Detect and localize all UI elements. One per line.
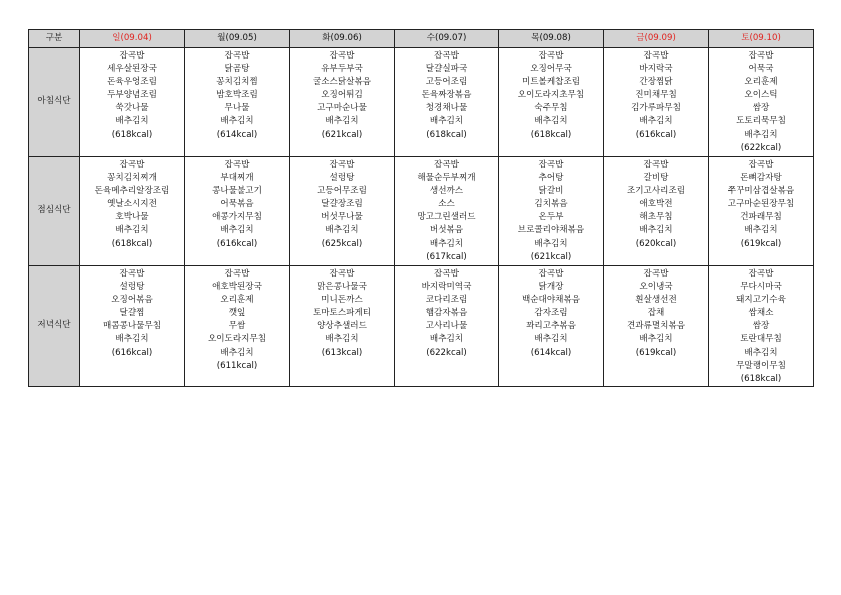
menu-item: 오리훈제	[220, 295, 254, 306]
menu-item: (616kcal)	[216, 238, 258, 249]
menu-item: 쌈채소	[748, 308, 774, 319]
menu-item: 김치볶음	[534, 199, 568, 210]
menu-item: 잡곡밥	[643, 51, 669, 61]
menu-cell-content	[185, 266, 289, 373]
menu-item: 무쌈	[228, 321, 246, 332]
menu-item: (617kcal)	[426, 251, 467, 262]
menu-cell-content	[499, 48, 603, 142]
menu-item: (622kcal)	[426, 347, 467, 358]
menu-item: 도토리묵무침	[736, 116, 786, 127]
menu-item: 애콩가지무침	[212, 212, 262, 223]
menu-item: 배추김치	[220, 116, 254, 127]
menu-item: 콩나물불고기	[212, 186, 262, 197]
menu-item: (618kcal)	[111, 129, 153, 140]
menu-item: 진미채무침	[635, 90, 677, 101]
menu-item: (625kcal)	[321, 238, 363, 249]
day-header-mon: 월(09.05)	[185, 30, 290, 48]
menu-item: 쌈장	[752, 321, 770, 332]
menu-item: 배추김치	[639, 334, 673, 345]
menu-item: 배추김치	[220, 347, 254, 358]
menu-item: (616kcal)	[111, 347, 153, 358]
menu-item: 고구마순나물	[317, 103, 367, 114]
day-header-thu: 목(09.08)	[499, 30, 604, 48]
menu-item: 배추김치	[115, 116, 149, 127]
day-header-wed: 수(09.07)	[395, 30, 499, 48]
menu-cell	[604, 157, 709, 266]
menu-item: 미트볼케찹조림	[521, 77, 581, 88]
menu-item: 잡곡밥	[329, 160, 355, 170]
menu-cell	[604, 48, 709, 157]
meal-label-dinner: 저녁식단	[29, 266, 80, 387]
menu-item: 돼지고기수육	[736, 295, 786, 306]
menu-cell-content	[185, 157, 289, 251]
menu-item: 잡곡밥	[119, 160, 145, 170]
menu-item: 버섯무나물	[321, 212, 363, 223]
menu-item: 오이냉국	[639, 282, 673, 293]
menu-item: 배추김치	[744, 347, 778, 358]
menu-item: 닭개장	[538, 282, 564, 293]
meal-label-lunch: 점심식단	[29, 157, 80, 266]
menu-item: 밤호박조림	[216, 90, 258, 101]
menu-cell	[709, 266, 814, 387]
menu-item: (619kcal)	[635, 347, 677, 358]
menu-cell-content	[80, 48, 184, 142]
menu-item: 배추김치	[325, 334, 359, 345]
menu-item: 바지락미역국	[421, 282, 472, 293]
menu-cell-content	[395, 266, 498, 360]
menu-item: 양상추샐러드	[317, 321, 367, 332]
menu-item: 햄감자볶음	[425, 308, 468, 319]
menu-item: (619kcal)	[740, 238, 782, 249]
menu-item: 백순대야채볶음	[521, 295, 581, 306]
menu-item: 잡곡밥	[434, 269, 459, 279]
menu-item: 해초무침	[639, 212, 673, 223]
menu-cell-content	[185, 48, 289, 142]
menu-item: 오이도라지초무침	[517, 90, 585, 101]
menu-item: 해물순두부찌개	[417, 173, 476, 184]
menu-item: (616kcal)	[635, 129, 677, 140]
menu-cell	[290, 48, 395, 157]
meal-label-breakfast: 아침식단	[29, 48, 80, 157]
header-row	[29, 30, 814, 48]
menu-item: 꽁치김치찜	[216, 77, 258, 88]
menu-item: 어묵볶음	[220, 199, 254, 210]
menu-item: 달걀장조림	[321, 199, 363, 210]
menu-item: 쑥갓나물	[115, 103, 149, 114]
menu-item: (618kcal)	[111, 238, 153, 249]
menu-item: 감자조림	[534, 308, 568, 319]
menu-item: 쭈꾸미삼겹살볶음	[727, 186, 795, 197]
menu-item: (620kcal)	[635, 238, 677, 249]
menu-cell	[499, 157, 604, 266]
menu-item: 배추김치	[115, 225, 149, 236]
menu-item: 잡곡밥	[224, 160, 250, 170]
menu-item: 달걀실파국	[425, 64, 468, 75]
menu-item: 잡곡밥	[224, 51, 250, 61]
meal-row-breakfast	[29, 48, 814, 157]
menu-item: 옛날소시지전	[107, 199, 157, 210]
menu-item: 세우살된장국	[107, 64, 157, 75]
menu-item: 잡곡밥	[643, 269, 669, 279]
menu-item: (618kcal)	[740, 373, 782, 384]
menu-cell	[290, 157, 395, 266]
menu-item: 부대찌개	[220, 173, 254, 184]
menu-cell-content	[290, 266, 394, 360]
menu-cell-content	[80, 157, 184, 251]
menu-item: 배추김치	[429, 334, 464, 345]
menu-item: 두부양념조림	[107, 90, 157, 101]
menu-item: 망고그린샐러드	[417, 212, 476, 223]
menu-item: (621kcal)	[321, 129, 363, 140]
menu-cell	[185, 157, 290, 266]
menu-item: 배추김치	[534, 116, 568, 127]
menu-cell	[499, 48, 604, 157]
menu-item: 김가루파무침	[631, 103, 681, 114]
menu-item: 추어탕	[538, 173, 564, 184]
menu-cell	[290, 266, 395, 387]
day-header-sat: 토(09.10)	[709, 30, 814, 48]
menu-item: 흰살생선전	[635, 295, 677, 306]
menu-item: 견과류멸치볶음	[626, 321, 686, 332]
category-header: 구분	[29, 30, 80, 48]
menu-item: 배추김치	[115, 334, 149, 345]
menu-cell-content	[499, 157, 603, 264]
menu-item: 잡곡밥	[748, 269, 774, 279]
menu-item: 미니돈까스	[321, 295, 363, 306]
menu-item: 맑은콩나물국	[317, 282, 367, 293]
menu-cell-content	[395, 157, 498, 264]
menu-item: 잡곡밥	[538, 160, 564, 170]
menu-item: 설렁탕	[329, 173, 355, 184]
menu-item: 애호박된장국	[212, 282, 262, 293]
menu-item: 오이도라지무침	[207, 334, 267, 345]
menu-item: 무다시마국	[740, 282, 782, 293]
menu-cell-content	[709, 48, 813, 155]
menu-cell-content	[604, 48, 708, 142]
menu-cell-content	[499, 266, 603, 360]
menu-item: 닭갈비	[538, 186, 564, 197]
menu-item: 배추김치	[639, 116, 673, 127]
menu-item: (618kcal)	[426, 129, 467, 140]
menu-item: 고등어조림	[425, 77, 468, 88]
menu-item: 잡곡밥	[434, 160, 459, 170]
menu-item: 고사리나물	[425, 321, 468, 332]
menu-item: 간장찜닭	[639, 77, 673, 88]
menu-item: (621kcal)	[530, 251, 572, 262]
menu-item: (618kcal)	[530, 129, 572, 140]
menu-item: 매콤콩나물무침	[102, 321, 162, 332]
menu-item: 생선까스	[429, 186, 464, 197]
menu-cell-content	[604, 157, 708, 251]
menu-item: 굴소스닭살볶음	[312, 77, 372, 88]
menu-item: 배추김치	[744, 129, 778, 140]
menu-cell	[604, 266, 709, 387]
menu-item: 토란대무침	[740, 334, 782, 345]
menu-item: 배추김치	[429, 238, 464, 249]
menu-item: 깻잎	[228, 308, 246, 319]
menu-item: 잡곡밥	[538, 269, 564, 279]
menu-item: 무나물	[224, 103, 250, 114]
menu-cell-content	[290, 48, 394, 142]
menu-item: 호박나물	[115, 212, 149, 223]
menu-item: 브로콜리야채볶음	[517, 225, 585, 236]
menu-item: 바지락국	[639, 64, 673, 75]
menu-item: 꽁치김치찌개	[107, 173, 157, 184]
menu-item: 잡곡밥	[224, 269, 250, 279]
menu-item: (613kcal)	[321, 347, 363, 358]
menu-item: 유부두부국	[321, 64, 363, 75]
menu-item: 잡곡밥	[434, 51, 459, 61]
menu-item: 무말랭이무침	[736, 360, 786, 371]
menu-cell	[395, 48, 499, 157]
menu-item: 돈뼈감자탕	[740, 173, 782, 184]
menu-item: 소스	[438, 199, 455, 210]
menu-item: 돈육짜장볶음	[421, 90, 472, 101]
menu-item: (614kcal)	[216, 129, 258, 140]
meal-row-dinner	[29, 266, 814, 387]
menu-item: 배추김치	[325, 116, 359, 127]
menu-item: 숙주무침	[534, 103, 568, 114]
menu-item: 돈육메추리알장조림	[94, 186, 170, 197]
menu-item: 잡곡밥	[538, 51, 564, 61]
menu-item: 달걀찜	[119, 308, 145, 319]
menu-item: 고구마순된장무침	[727, 199, 795, 210]
meal-table-body	[29, 48, 814, 387]
menu-item: 오이스틱	[744, 90, 778, 101]
menu-item: 조기고사리조림	[626, 186, 686, 197]
menu-item: 잡곡밥	[119, 51, 145, 61]
menu-item: 갈비탕	[643, 173, 669, 184]
menu-item: 청경채나물	[425, 103, 468, 114]
menu-item: 돈육우엉조림	[107, 77, 157, 88]
day-header-tue: 화(09.06)	[290, 30, 395, 48]
meal-row-lunch	[29, 157, 814, 266]
menu-cell-content	[290, 157, 394, 251]
menu-item: 잡곡밥	[329, 51, 355, 61]
menu-item: 버섯볶음	[429, 225, 464, 236]
menu-cell	[709, 157, 814, 266]
menu-item: (611kcal)	[216, 360, 258, 371]
weekly-meal-table	[28, 29, 814, 387]
menu-item: 오리훈제	[744, 77, 778, 88]
menu-cell-content	[709, 157, 813, 251]
menu-item: 건파래무침	[740, 212, 782, 223]
menu-item: 코다리조림	[425, 295, 468, 306]
menu-item: 애호박전	[639, 199, 673, 210]
menu-item: 온두부	[538, 212, 564, 223]
menu-item: 배추김치	[429, 116, 464, 127]
menu-item: 닭곰탕	[224, 64, 250, 75]
day-header-sun: 일(09.04)	[80, 30, 185, 48]
menu-cell	[499, 266, 604, 387]
menu-item: 잡곡밥	[748, 160, 774, 170]
menu-item: 잡채	[647, 308, 665, 319]
menu-cell	[709, 48, 814, 157]
menu-item: 오징어무국	[530, 64, 572, 75]
menu-cell-content	[80, 266, 184, 360]
menu-item: (622kcal)	[740, 142, 782, 153]
menu-item: 잡곡밥	[748, 51, 774, 61]
menu-item: 배추김치	[220, 225, 254, 236]
menu-item: 어묵국	[748, 64, 774, 75]
menu-item: 잡곡밥	[643, 160, 669, 170]
menu-item: 배추김치	[744, 225, 778, 236]
menu-item: 쌈장	[752, 103, 770, 114]
menu-item: 배추김치	[325, 225, 359, 236]
menu-cell-content	[709, 266, 813, 386]
menu-item: 오징어볶음	[111, 295, 153, 306]
menu-cell	[80, 266, 185, 387]
menu-cell	[80, 157, 185, 266]
menu-item: 잡곡밥	[119, 269, 145, 279]
menu-item: 배추김치	[534, 238, 568, 249]
menu-cell	[80, 48, 185, 157]
day-header-fri: 금(09.09)	[604, 30, 709, 48]
menu-cell	[185, 48, 290, 157]
menu-item: 설렁탕	[119, 282, 145, 293]
menu-cell	[395, 266, 499, 387]
menu-item: 잡곡밥	[329, 269, 355, 279]
menu-item: 배추김치	[639, 225, 673, 236]
menu-item: 토마토스파게티	[312, 308, 372, 319]
menu-item: (614kcal)	[530, 347, 572, 358]
menu-item: 배추김치	[534, 334, 568, 345]
menu-cell	[185, 266, 290, 387]
menu-item: 고등어무조림	[317, 186, 367, 197]
menu-item: 꽈리고추볶음	[526, 321, 576, 332]
menu-cell	[395, 157, 499, 266]
menu-cell-content	[604, 266, 708, 360]
menu-item: 오징어튀김	[321, 90, 363, 101]
menu-cell-content	[395, 48, 498, 142]
